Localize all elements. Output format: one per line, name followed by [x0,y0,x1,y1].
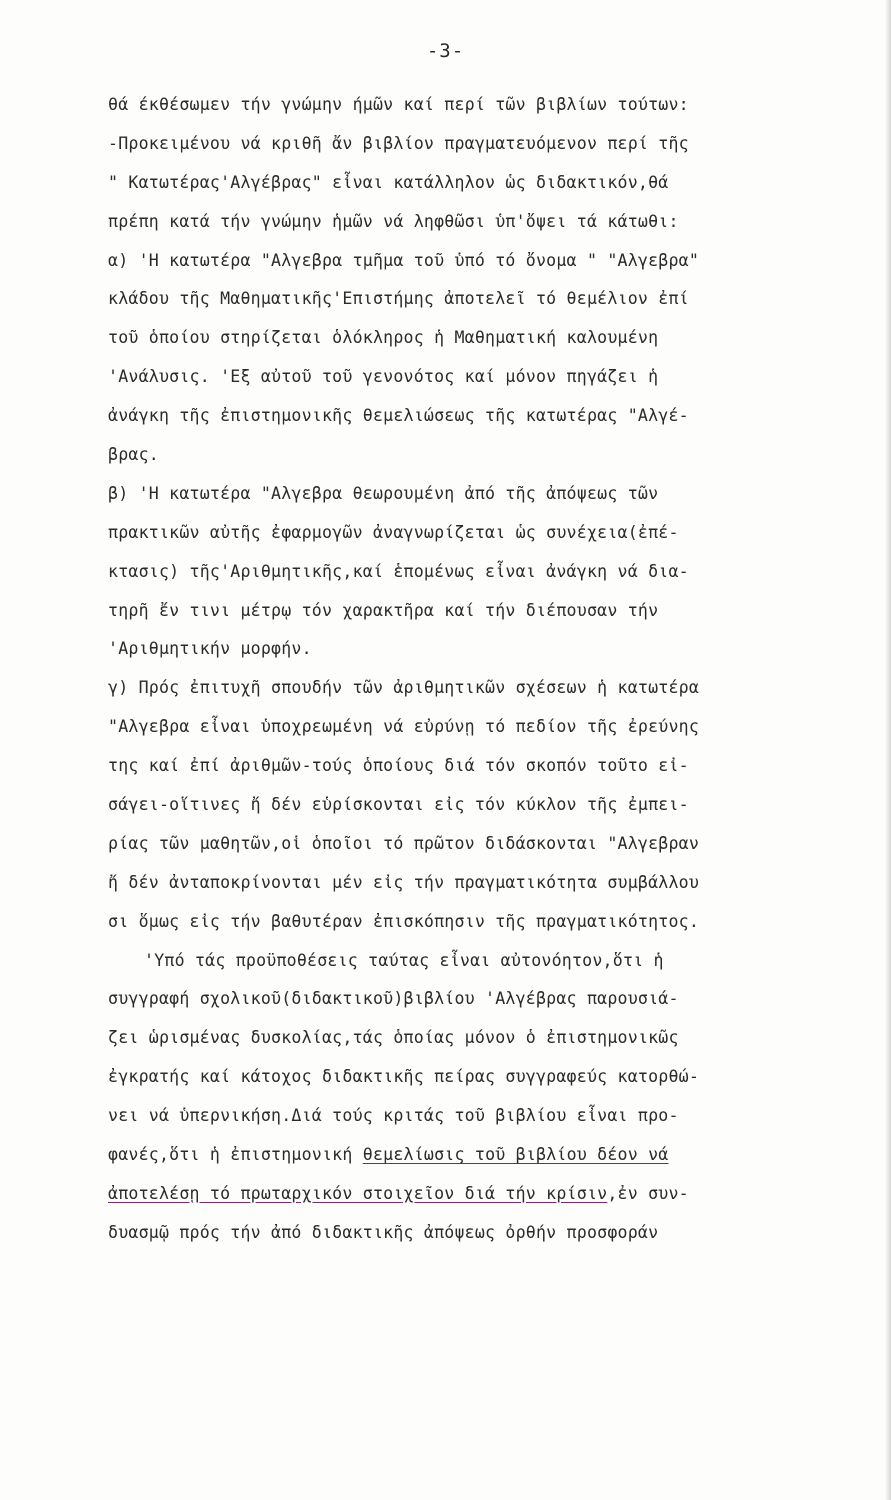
text-line: κλάδου τῆς Μαθηματικῆς'Επιστήμης ἀποτελεῖ τό θεμέλιον ἐπί [108,289,689,309]
underlined-text: ἀποτελέσῃ τό πρωταρχικόν στοιχεῖον διά τήν κρίσιν [108,1183,608,1203]
text-line: κτασις) τῆς'Αριθμητικῆς,καί ἑπομένως εἶναι ἀνάγκη νά δια- [108,561,689,581]
text-line: τοῦ ὁποίου στηρίζεται ὁλόκληρος ἡ Μαθηματική καλουμένη [108,328,659,348]
text-line: "Αλγεβρα εἶναι ὑποχρεωμένη νά εὐρύνῃ τό πεδίον τῆς ἐρεύνης [108,717,700,737]
text-line: 'Υπό τάς προϋποθέσεις ταύτας εἶναι αὐτονόητον,ὅτι ἡ [144,950,664,970]
text-line: ἐγκρατής καί κάτοχος διδακτικῆς πείρας συγγραφεύς κατορθώ- [108,1067,700,1087]
text-line: α) 'Η κατωτέρα "Αλγεβρα τμῆμα τοῦ ὑπό τό ὄνομα " "Αλγεβρα" [108,250,700,270]
text-line: πρακτικῶν αὐτῆς ἐφαρμογῶν ἀναγνωρίζεται ὡς συνέχεια(ἐπέ- [108,522,679,542]
scan-edge-shadow [885,0,891,1500]
text-line: β) 'Η κατωτέρα "Αλγεβρα θεωρουμένη ἀπό τῆς ἀπόψεως τῶν [108,483,659,503]
text-line: ἤ δέν ἀνταποκρίνονται μέν εἰς τήν πραγματικότητα συμβάλλου [108,872,700,892]
text-line: 'Ανάλυσις. 'Εξ αὐτοῦ τοῦ γενονότος καί μόνον πηγάζει ἡ [108,367,659,387]
text-line-with-underline [108,1136,878,1175]
text-line: συγγραφή σχολικοῦ(διδακτικοῦ)βιβλίου 'Αλγέβρας παρουσιά- [108,989,679,1009]
text-line: " Κατωτέρας'Αλγέβρας" εἶναι κατάλληλον ὡς διδακτικόν,θά [108,172,669,192]
text-line: πρέπη κατά τήν γνώμην ἡμῶν νά ληφθῶσι ὑπ'ὄψει τά κάτωθι: [108,211,679,231]
text-line: σάγει-οἵτινες ἤ δέν εὑρίσκονται εἰς τόν κύκλον τῆς ἐμπει- [108,795,689,815]
text-line: νει νά ὑπερνικήση.Διά τούς κριτάς τοῦ βιβλίου εἶναι προ- [108,1106,679,1126]
underlined-text: θεμελίωσις τοῦ βιβλίου δέον νά [362,1145,669,1165]
page-number: -3- [426,40,465,62]
text-line: γ) Πρός ἐπιτυχῆ σπουδήν τῶν ἀριθμητικῶν σχέσεων ἡ κατωτέρα [108,678,700,698]
text-line: σι ὅμως εἰς τήν βαθυτέραν ἐπισκόπησιν τῆς πραγματικότητος. [108,911,700,931]
text-line: ρίας τῶν μαθητῶν,οἱ ὁποῖοι τό πρῶτον διδάσκονται "Αλγεβραν [108,833,700,853]
text-line: βρας. [108,445,159,465]
text-line: 'Αριθμητικήν μορφήν. [108,639,312,659]
text-line-with-underline [108,1175,878,1214]
text-line: της καί ἐπί ἀριθμῶν-τούς ὁποίους διά τόν σκοπόν τοῦτο εἰ- [108,756,689,776]
text-line: ἀνάγκη τῆς ἐπιστημονικῆς θεμελιώσεως τῆς κατωτέρας "Αλγέ- [108,406,689,426]
text-line: ζει ὡρισμένας δυσκολίας,τάς ὁποίας μόνον ὁ ἐπιστημονικῶς [108,1028,679,1048]
body-text [108,86,878,1253]
text-segment: φανές,ὅτι ἡ ἐπιστημονική [108,1145,353,1165]
text-segment: ,ἐν συν- [607,1183,689,1203]
text-line: δυασμῷ πρός τήν ἀπό διδακτικῆς ἀπόψεως ὀρθήν προσφοράν [108,1222,659,1242]
text-line: τηρῆ ἔν τινι μέτρῳ τόν χαρακτῆρα καί τήν διέπουσαν τήν [108,600,659,620]
text-line: -Προκειμένου νά κριθῆ ἄν βιβλίον πραγματευόμενον περί τῆς [108,133,689,153]
text-line: θά έκθέσωμεν τήν γνώμην ήμῶν καί περί τῶν βιβλίων τούτων: [108,95,689,114]
